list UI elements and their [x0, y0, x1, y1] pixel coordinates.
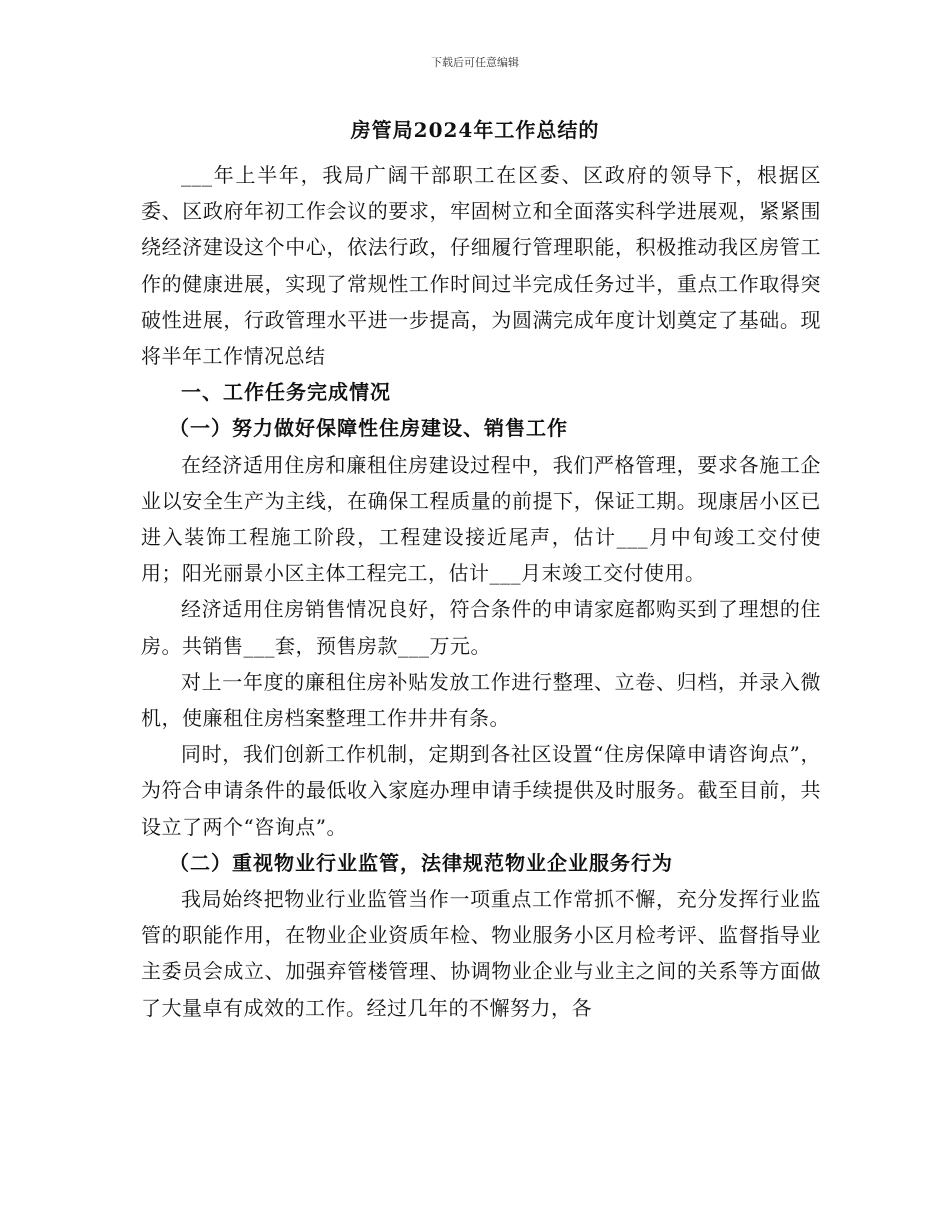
- subsection-heading-1: （一）努力做好保障性住房建设、销售工作: [169, 416, 568, 441]
- document-title: 房管局2024年工作总结的: [350, 118, 600, 142]
- subsection-heading-2: （二）重视物业行业监管，法律规范物业企业服务行为: [169, 850, 673, 875]
- section-heading-1: 一、工作任务完成情况: [181, 380, 391, 405]
- paragraph-construction: 在经济适用住房和廉租住房建设过程中，我们严格管理，要求各施工企业以安全生产为主线，在确保工程质量的前提下，保证工期。现康居小区已进入装饰工程施工阶段，工程建设接近尾声，估计___月中旬竣工交付使用；阳光丽景小区主体工程完工，估计___月末竣工交付使用。: [141, 452, 821, 586]
- paragraph-sales: 经济适用住房销售情况良好，符合条件的申请家庭都购买到了理想的住房。共销售___套，预售房款___万元。: [141, 597, 821, 658]
- header-note: 下载后可任意编辑: [431, 56, 519, 69]
- paragraph-consultation: 同时，我们创新工作机制，定期到各社区设置“住房保障申请咨询点”，为符合申请条件的最低收入家庭办理申请手续提供及时服务。截至目前，共设立了两个“咨询点”。: [141, 742, 821, 839]
- paragraph-intro: ___年上半年，我局广阔干部职工在区委、区政府的领导下，根据区委、区政府年初工作会议的要求，牢固树立和全面落实科学进展观，紧紧围绕经济建设这个中心，依法行政，仔细履行管理职能，积极推动我区房管工作的健康进展，实现了常规性工作时间过半完成任务过半，重点工作取得突破性进展，行政管理水平进一步提高，为圆满完成年度计划奠定了基础。现将半年工作情况总结: [141, 163, 821, 369]
- paragraph-property-management: 我局始终把物业行业监管当作一项重点工作常抓不懈，充分发挥行业监管的职能作用，在物业企业资质年检、物业服务小区月检考评、监督指导业主委员会成立、加强弃管楼管理、协调物业企业与业主之间的关系等方面做了大量卓有成效的工作。经过几年的不懈努力，各: [141, 887, 821, 1020]
- document-body: [141, 157, 821, 1026]
- paragraph-archives: 对上一年度的廉租住房补贴发放工作进行整理、立卷、归档，并录入微机，使廉租住房档案整理工作井井有条。: [141, 669, 821, 731]
